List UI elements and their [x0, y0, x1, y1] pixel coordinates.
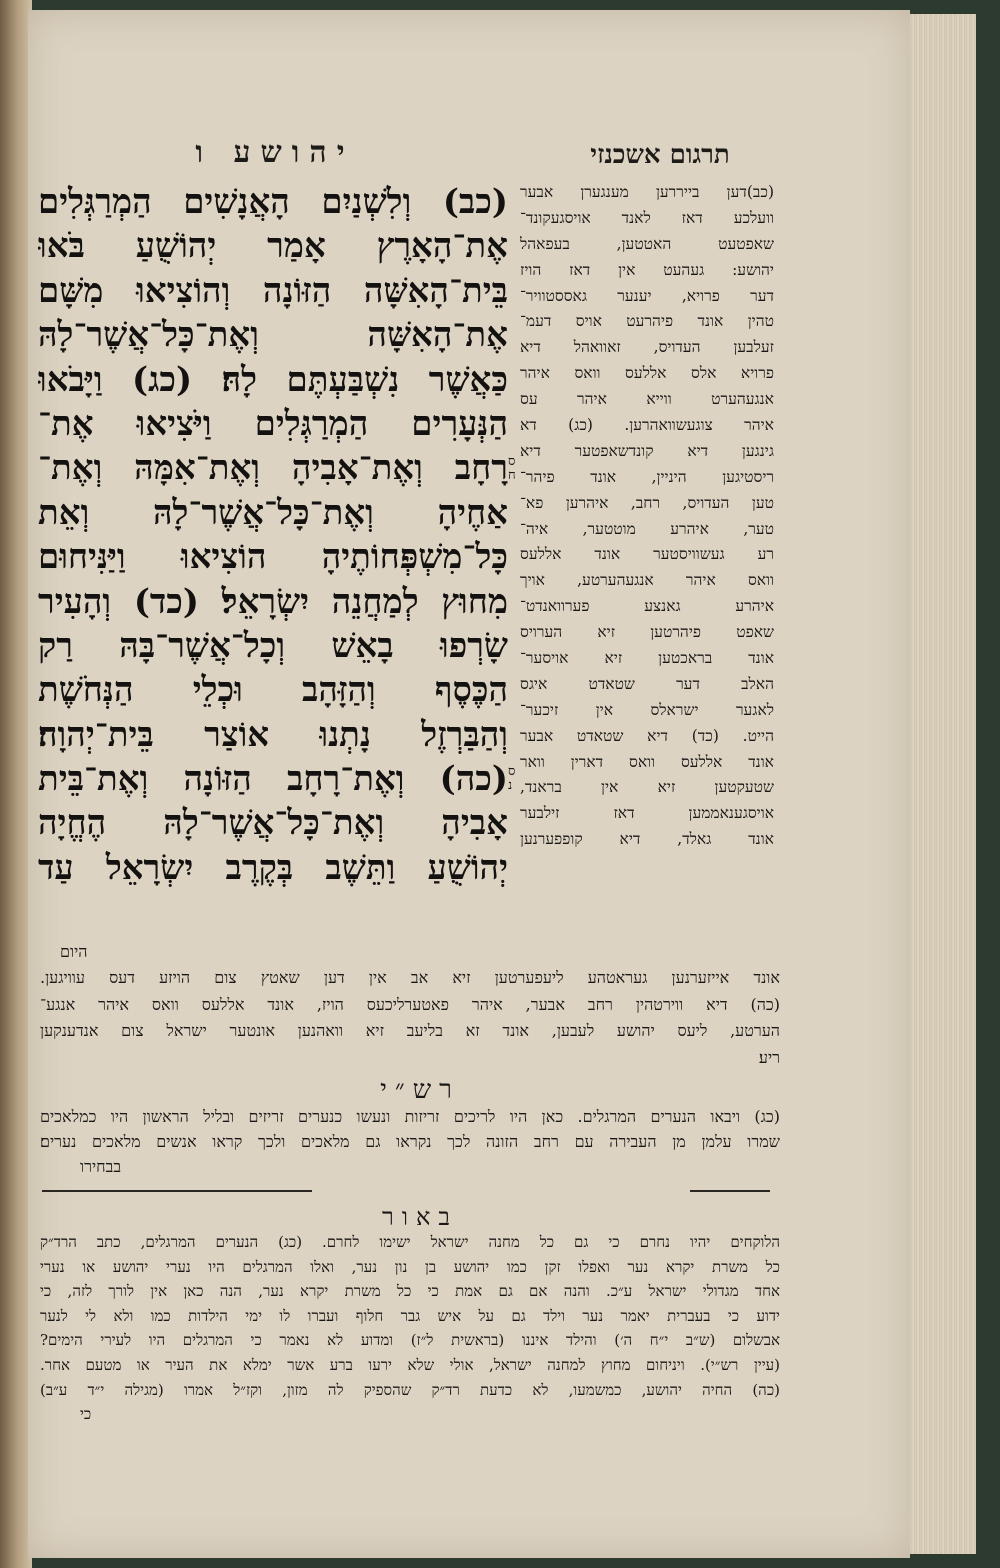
yiddish-line: וועלכע דאז לאנד אויסגעקונד־: [520, 208, 774, 227]
rashi-line: שמרו עלמן מן העבירה עם רחב הזונה לכך נקראו גם מלאכים ולכך קראו אנשים מלאכים נערים׃: [40, 1132, 780, 1151]
biur-line: (עיין רש״י). ויניחום מחוץ למחנה ישראל, אולי שלא ירעו ברע אשר ימלא את העיר או מטעם אחר.: [40, 1355, 780, 1374]
yiddish-line: אנגעהערט ווייא איהר עס: [520, 390, 774, 409]
hebrew-line: הַכֶּסֶף וְהַזָּהָב וּכְלֵי הַנְּחֹשֶׁת: [38, 670, 508, 711]
yiddish-line: גינגען דיא קונדשאפטער דיא: [520, 441, 774, 460]
yiddish-line: הייט. (כד) דיא שטאדט אבער: [520, 726, 774, 745]
catchword: כי: [80, 1405, 92, 1424]
yiddish-line: דער פרויא, יענער גאססטוויר־: [520, 286, 774, 305]
page-edges: [900, 14, 976, 1554]
hebrew-line: יְהוֹשֻׁעַ וַתֵּשֶׁב בְּקֶרֶב יִשְׂרָאֵל עַד: [38, 847, 508, 888]
yiddish-line: ריע׃: [758, 1048, 780, 1068]
margin-mark: ס ח: [508, 454, 516, 483]
yiddish-line: אונד גאלד, דיא קופפערנען: [520, 830, 774, 849]
hebrew-line: כָּל־מִשְׁפְּחוֹתֶיהָ הוֹצִיאוּ וַיַּנִּיחוּם: [38, 537, 508, 578]
yiddish-line: וואס איהר אנגעהערטע, אויך: [520, 571, 774, 590]
hebrew-line: אֶת־הָאִשָּׁה וְאֶת־כָּל־אֲשֶׁר־לָהּ: [38, 315, 508, 356]
hebrew-line: (כב) וְלִשְׁנַיִם הָאֲנָשִׁים הַמְרַגְּלִים: [38, 182, 508, 222]
rashi-line: (כג) ויבאו הנערים המרגלים. כאן היו לריכים זריזות ונעשו כנערים זריזים ובליל הראשון היו כמלאכים: [40, 1107, 780, 1126]
yiddish-line: שטעקטען זיא אין בראנד,: [520, 778, 774, 797]
hebrew-line: (כה) וְאֶת־רָחָב הַזּוֹנָה וְאֶת־בֵּית: [38, 759, 508, 800]
hebrew-line: וְהַבַּרְזֶל נָתְנוּ אוֹצַר בֵּית־יְהוָה׃: [38, 714, 508, 755]
hebrew-line: אָבִיהָ וְאֶת־כָּל־אֲשֶׁר־לָהּ הֶחֱיָה: [38, 803, 508, 844]
yiddish-translation-full-width: [40, 965, 780, 1072]
hebrew-text-column: [38, 180, 508, 890]
hebrew-line: אַחֶיהָ וְאֶת־כָּל־אֲשֶׁר־לָהּ וְאֵת: [38, 492, 508, 533]
rashi-heading: רש״י: [380, 1075, 460, 1105]
biur-line: (כה) החיה יהושע, כמשמעו, לא כדעת רד״ק שהספיק לה מזון, וקז״ל אמרו (מגילה י״ד ע״ב): [40, 1380, 780, 1399]
margin-mark: ס נ: [508, 764, 516, 793]
hebrew-line: כַּאֲשֶׁר נִשְׁבַּעְתֶּם לָהּ׃ (כג) וַיָּבֹאוּ: [38, 359, 508, 400]
hebrew-line: אֶת־הָאָרֶץ אָמַר יְהוֹשֻׁעַ בֹּאוּ: [38, 226, 508, 267]
header-book-chapter: יהושע ו: [195, 135, 355, 170]
yiddish-line: טהין אונד פיהרעט אויס דעמ־: [520, 312, 774, 331]
yiddish-line: אונד אללעס וואס דארין וואר: [520, 752, 774, 771]
hebrew-line: הַנְּעָרִים הַמְרַגְּלִים וַיֹּצִיאוּ אֶת־: [38, 403, 508, 444]
biur-commentary: [40, 1230, 780, 1427]
continuation-word: היום: [60, 942, 88, 961]
yiddish-line: טער, איהרע מוטטער, איה־: [520, 519, 774, 538]
yiddish-line: שאפט פיהרטען זיא הערויס: [520, 623, 774, 642]
yiddish-line: רע געשוויסטער אונד אללעס: [520, 545, 774, 564]
biur-line: אחד מגדולי ישראל ע״כ. והנה אם גם אמת כי כל משרת יקרא נער, הנה כאן אין לורך לזה, כי: [40, 1282, 780, 1301]
biur-heading: באור: [382, 1203, 458, 1231]
biur-line: אבשלום (ש״ב י״ח ה׳) והילד איננו (בראשית ל״ז) ומדוע לא נאמר כי המרגלים היו לעירי הימים?: [40, 1331, 780, 1350]
hebrew-line: בֵּית־הָאִשָּׁה הַזּוֹנָה וְהוֹצִיאוּ מִשָּׁם: [38, 270, 508, 311]
yiddish-line: ריסטיגען היניין, אונד פיהר־: [520, 467, 774, 486]
yiddish-line: (כב)דען בייררען מענגערן אבער: [520, 183, 774, 201]
divider-rule: [690, 1190, 770, 1192]
yiddish-line: זעלבען העדויס, זאוואהל דיא: [520, 338, 774, 357]
header-targum-ashkenazi: תרגום אשכנזי: [590, 140, 730, 170]
hebrew-line: שָׂרְפוּ בָאֵשׁ וְכָל־אֲשֶׁר־בָּהּ רַק: [38, 625, 508, 666]
hebrew-line: מִחוּץ לְמַחֲנֵה יִשְׂרָאֵל׃ (כד) וְהָעִיר: [38, 581, 508, 622]
biur-line: ידוע כי בעברית יאמר נער וילד גם על איש גבר חלוף ועברו לו ימי הילדות כמו ולא לי לנער: [40, 1306, 780, 1325]
divider-rule: [42, 1190, 312, 1192]
yiddish-line: (כה) דיא ווירטהין רחב אבער, איהר פאטערליכעס הויז, אונד אללעס וואס איהר אנגע־: [40, 994, 780, 1014]
yiddish-line: איהרע גאנצע פערוואנדט־: [520, 597, 774, 616]
yiddish-line: איהר צוגעשוואהרען. (כג) דא: [520, 416, 774, 435]
catchword: בבחירו: [80, 1157, 122, 1176]
yiddish-line: יהושע: געהעט אין דאז הויז: [520, 260, 774, 279]
yiddish-translation-column: [520, 180, 774, 853]
yiddish-line: טען העדויס, רחב, איהרען פא־: [520, 493, 774, 512]
yiddish-line: אונד בראכטען זיא אויסער־: [520, 649, 774, 668]
yiddish-line: אונד אייזערנען געראטהע ליעפערטען זיא אב אין דען שאטץ צום הויזע דעס עוויגען.: [40, 968, 780, 987]
yiddish-line: אויסגענאממען דאז זילבער: [520, 804, 774, 823]
yiddish-line: שאפטעט האטטען, בעפאהל: [520, 234, 774, 253]
hebrew-line: רָחָב וְאֶת־אָבִיהָ וְאֶת־אִמָּהּ וְאֶת־: [38, 448, 508, 489]
biur-line: הלוקחים יהיו נחרם כי גם כל מחנה ישראל ישימו לחרם. (כג) הנערים המרגלים, כתב הרד״ק: [40, 1233, 780, 1251]
yiddish-line: הערטע, ליעס יהושע לעבען, אונד זא בליעב זיא וואהנען אונטער ישראל צום אנדענקען: [40, 1021, 780, 1041]
rashi-commentary: [40, 1104, 780, 1179]
yiddish-line: האלב דער שטאדט איגס: [520, 674, 774, 693]
biur-line: כל משרת יקרא נער ואפלו זקן כמו יהושע בן נון נער, ואלו המרגלים היו נערי יהושע או נערי: [40, 1257, 780, 1276]
yiddish-line: לאגער ישראלס אין זיכער־: [520, 700, 774, 719]
yiddish-line: פרויא אלס אללעס וואס איהר: [520, 364, 774, 383]
